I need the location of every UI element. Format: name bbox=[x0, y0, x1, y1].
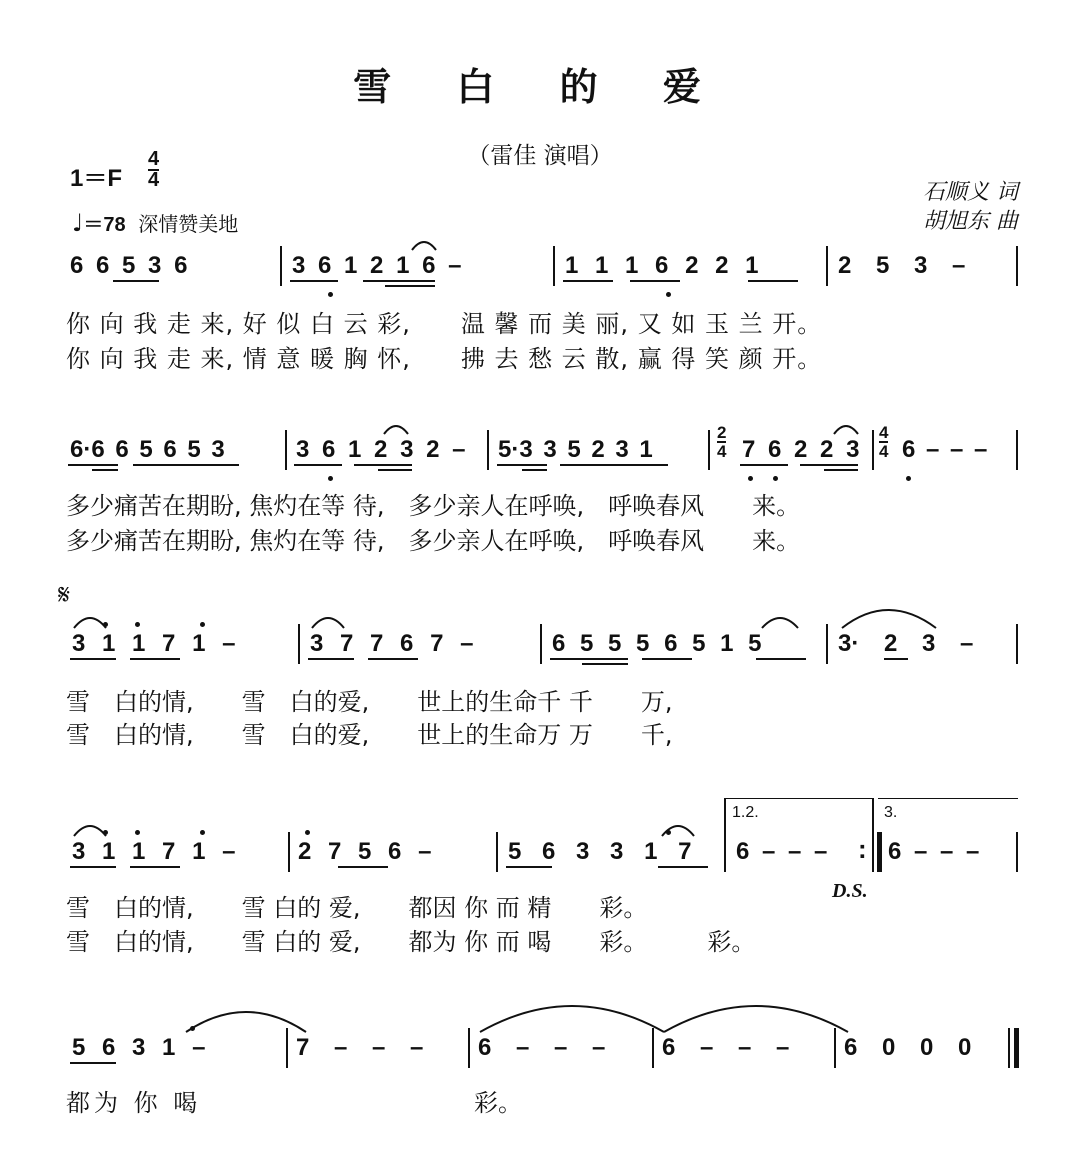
volta-1-label: 1.2. bbox=[732, 804, 759, 821]
lyrics-row-1-verse-2: 你 向 我 走 来, 情 意 暖 胸 怀, 拂 去 愁 云 散, 赢 得 笑 颜 开。 bbox=[66, 345, 823, 373]
tie bbox=[480, 1006, 664, 1032]
score-row-3-measure-2: 3 7 7 6 7 – bbox=[310, 630, 474, 657]
time-change-bottom: 4 bbox=[717, 442, 727, 461]
lyrics-row-5-line-1: 都为 你 喝 bbox=[66, 1089, 202, 1117]
singer-credit: （雷佳 演唱） bbox=[467, 143, 613, 169]
lyrics-row-2-verse-2: 多少痛苦在期盼, 焦灼在等 待, 多少亲人在呼唤, 呼唤春风 来。 bbox=[66, 527, 801, 555]
quarter-note-icon: ♩ bbox=[72, 209, 84, 237]
key-signature: 1＝F bbox=[70, 165, 123, 192]
slur bbox=[312, 618, 344, 628]
time-signature-bottom: 4 bbox=[148, 169, 160, 191]
lyrics-row-1-verse-1: 你 向 我 走 来, 好 似 白 云 彩, 温 馨 而 美 丽, 又 如 玉 兰 开。 bbox=[66, 310, 823, 338]
score-row-5-measure-1: 5 6 3 1 – bbox=[72, 1034, 206, 1061]
slur bbox=[834, 426, 858, 434]
score-row-5-measure-2: 7 – – – bbox=[296, 1034, 424, 1061]
time-change-bottom: 4 bbox=[879, 442, 889, 461]
score-row-1-measure-2: 3 6 1 2 1 6 – bbox=[292, 252, 462, 279]
score-row-2-measure-3: 5·3 3 5 2 3 1 bbox=[498, 436, 653, 463]
slur bbox=[74, 826, 106, 836]
score-row-2-measure-5: 6 – – – bbox=[902, 436, 988, 463]
lyricist-credit: 石顺义 词 bbox=[923, 180, 1018, 205]
repeat-dots: : bbox=[858, 834, 867, 864]
volta-2-label: 3. bbox=[884, 804, 898, 821]
score-row-3-measure-4: 3· 2 3 – bbox=[838, 630, 974, 657]
slur bbox=[384, 426, 408, 434]
score-row-2-measure-1: 6·6 6 5 6 5 3 bbox=[70, 436, 225, 463]
score-row-5-measure-4: 6 – – – bbox=[662, 1034, 790, 1061]
score-row-5-measure-5: 6 0 0 0 bbox=[844, 1034, 972, 1061]
score-row-5-measure-3: 6 – – – bbox=[478, 1034, 606, 1061]
slur bbox=[74, 618, 106, 628]
score-row-3-measure-3: 6 5 5 5 6 5 1 5 bbox=[552, 630, 762, 657]
score-row-4-measure-5: 6 – – – bbox=[888, 838, 980, 865]
score-row-4-measure-1: 3 1 1 7 1 – bbox=[72, 838, 236, 865]
lyrics-row-5-line-2: 彩。 bbox=[474, 1089, 522, 1117]
lyrics-row-4-verse-2: 雪 白的情, 雪 白的 爱, 都为 你 而 喝 彩。 彩。 bbox=[66, 928, 756, 956]
score-row-2-measure-4: 7 6 2 2 3 bbox=[742, 436, 860, 463]
slur bbox=[762, 618, 798, 628]
score-row-4-measure-3: 5 6 3 3 1 7 bbox=[508, 838, 692, 865]
time-change-top: 4 bbox=[879, 423, 889, 442]
expression-text: 深情赞美地 bbox=[138, 212, 239, 236]
score-row-2-measure-2: 3 6 1 2 3 2 – bbox=[296, 436, 466, 463]
score-row-1-measure-1: 6 6 5 3 6 bbox=[70, 252, 188, 279]
lyrics-row-3-verse-2: 雪 白的情, 雪 白的爱, 世上的生命万 万 千, bbox=[66, 721, 673, 749]
lyrics-row-4-verse-1: 雪 白的情, 雪 白的 爱, 都因 你 而 精 彩。 bbox=[66, 894, 648, 922]
tie bbox=[664, 1006, 848, 1032]
ds-marking: D.S. bbox=[832, 880, 868, 902]
score-row-4-measure-4: 6 – – – bbox=[736, 838, 828, 865]
composer-credit: 胡旭东 曲 bbox=[923, 209, 1018, 234]
score-row-3-measure-1: 3 1 1 7 1 – bbox=[72, 630, 236, 657]
lyrics-row-2-verse-1: 多少痛苦在期盼, 焦灼在等 待, 多少亲人在呼唤, 呼唤春风 来。 bbox=[66, 492, 801, 520]
time-change-top: 2 bbox=[717, 423, 727, 442]
slur bbox=[662, 826, 694, 836]
score-row-1-measure-4: 2 5 3 – bbox=[838, 252, 966, 279]
score-row-1-measure-3: 1 1 1 6 2 2 1 bbox=[565, 252, 759, 279]
slur bbox=[842, 610, 936, 628]
tempo-bpm: ＝78 bbox=[83, 214, 126, 236]
song-title: 雪 白 的 爱 bbox=[353, 64, 727, 109]
slur bbox=[412, 242, 436, 250]
slur bbox=[186, 1012, 306, 1032]
lyrics-row-3-verse-1: 雪 白的情, 雪 白的爱, 世上的生命千 千 万, bbox=[66, 688, 673, 716]
score-row-4-measure-2: 2 7 5 6 – bbox=[298, 838, 432, 865]
time-signature-top: 4 bbox=[148, 148, 160, 170]
segno-icon: 𝄋 bbox=[58, 578, 71, 611]
